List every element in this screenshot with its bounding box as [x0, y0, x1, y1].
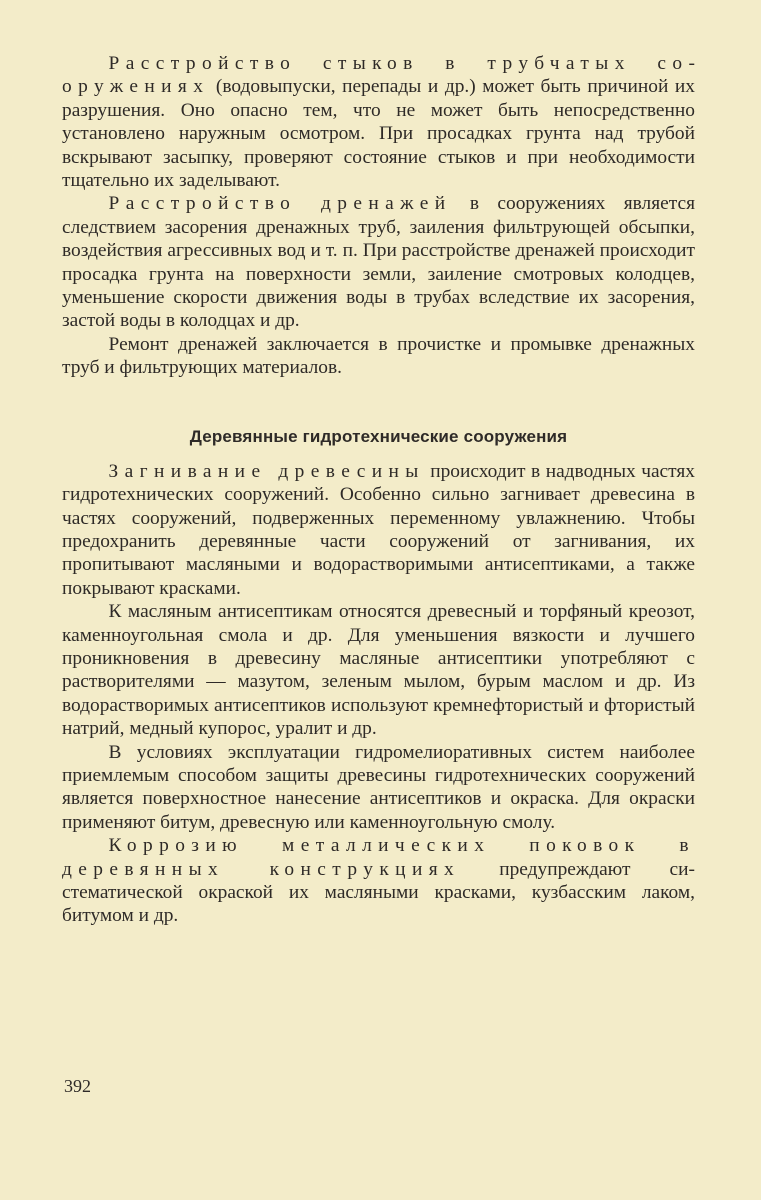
paragraph-text: В условиях эксплуатации гидромелиоративных систем наиболее приемлемым способом защиты древесины гидротехнических сооружений является поверхностное нанесение антисептиков и окраска. Для окраски применяют битум, древесную или каменноугольную смолу.	[62, 741, 695, 833]
page-number: 392	[64, 1076, 91, 1096]
page-body	[62, 52, 695, 928]
paragraph-text: (водовыпуски, перепады и др.) может быть причиной их разрушения. Оно опасно тем, что не может быть непосредственно установлено наружным осмотром. При просадках грунта над трубой вскрывают засыпку, проверяют состояние стыков и при необходимости тщательно их заделывают.	[62, 76, 695, 192]
section-heading: Деревянные гидротехнические сооружения	[189, 426, 568, 446]
emphasis-term: Коррозию металлических поковок в деревянных конструкциях	[62, 835, 695, 880]
paragraph-oil-antiseptics	[62, 600, 695, 740]
emphasis-term: Расстройство дренажей	[108, 193, 452, 215]
paragraph-wood-decay	[62, 460, 695, 600]
emphasis-term: Загнивание древесины	[108, 460, 425, 482]
paragraph-drainage-repair	[62, 333, 695, 380]
paragraph-text: предупреждают систематической окраской их масляными красками, кузбасским лаком, битумом и др.	[62, 858, 695, 927]
paragraph-text: К масляным антисептикам относятся древесный и торфяный креозот, каменноугольная смола и др. Для уменьшения вязкости и лучшего проникновения в древесину масляные антисептики употребляют с растворителями — мазутом, зеленым мылом, бурым маслом и др. Из водорастворимых антисептиков используют кремнефтористый и фтористый натрий, медный купорос, уралит и др.	[62, 601, 695, 740]
emphasis-term: Расстройство стыков в трубчатых сооружениях	[62, 53, 695, 98]
paragraph-joint-failure	[62, 52, 695, 192]
paragraph-text: в сооружениях является следствием засорения дренажных труб, заиления фильтрующей обсыпки, воздействия агрессивных вод и т. п. При расстройстве дренажей происходит просадка грунта на поверхности земли, заиление смотровых колодцев, уменьшение скорости движения воды в трубах вследствие их засорения, застой воды в колодцах и др.	[62, 193, 695, 332]
paragraph-protection-methods	[62, 741, 695, 835]
paragraph-text: происходит в надводных частях гидротехнических сооружений. Особенно сильно загнивает древесина в частях сооружений, подверженных переменному увлажнению. Чтобы предохранить деревянные части сооружений от загнивания, их пропитывают масляными и водорастворимыми антисептиками, а также покрывают красками.	[62, 460, 695, 599]
paragraph-drainage-failure	[62, 192, 695, 332]
paragraph-metal-corrosion	[62, 834, 695, 928]
paragraph-text: Ремонт дренажей заключается в прочистке и промывке дренажных труб и фильтрующих материалов.	[62, 333, 695, 379]
